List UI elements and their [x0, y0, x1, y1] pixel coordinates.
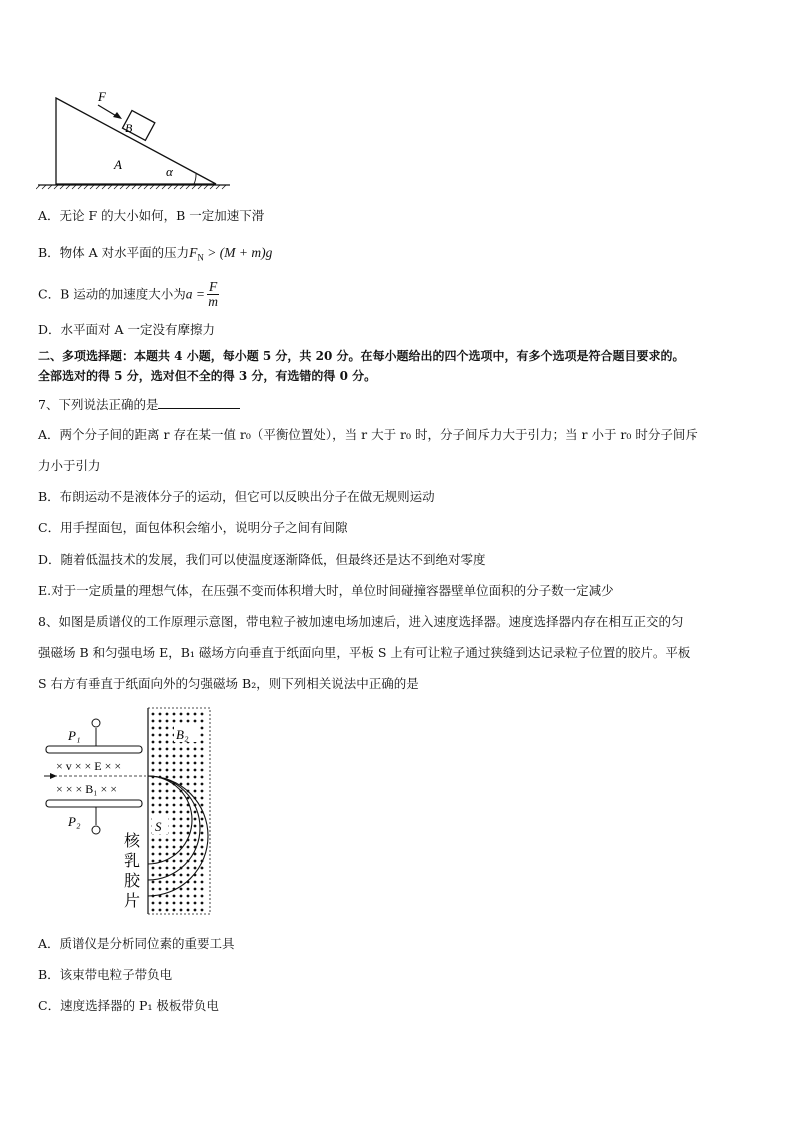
q6-option-b-math: $F_N > (M + m)g$	[189, 245, 273, 263]
force-arrowhead	[113, 112, 122, 119]
q7-option-b: B．布朗运动不是液体分子的运动，但它可以反映出分子在做无规则运动	[38, 489, 435, 504]
beam-arrowhead	[50, 773, 57, 779]
label-a: A	[114, 157, 122, 172]
label-film-4: 片	[124, 891, 141, 910]
answer-blank	[158, 396, 240, 409]
q6-option-c-fraction: $\frac{F}{m}$	[208, 279, 218, 309]
q6-option-c	[38, 280, 219, 309]
q8-option-b: B．该束带电粒子带负电	[38, 967, 173, 982]
q8-stem-line1: 8、如图是质谱仪的工作原理示意图，带电粒子被加速电场加速后，进入速度选择器。速度选择器内存在相互正交的匀	[38, 614, 684, 629]
section2-line1: 二、多项选择题：本题共 4 小题，每小题 5 分，共 20 分。在每小题给出的四个选项中，有多个选项是符合题目要求的。	[38, 349, 685, 363]
q8-option-a: A．质谱仪是分析同位素的重要工具	[38, 936, 235, 951]
label-p2: P₂	[68, 814, 81, 829]
plate-p2	[46, 800, 142, 807]
label-alpha: α	[166, 164, 173, 179]
q7-option-c: C．用手捏面包，面包体积会缩小，说明分子之间有间隙	[38, 520, 348, 535]
label-p1: P₁	[68, 728, 81, 743]
section2-line2: 全部选对的得 5 分，选对但不全的得 3 分，有选错的得 0 分。	[38, 369, 377, 383]
label-s: S	[155, 819, 162, 834]
q7-option-e: E.对于一定质量的理想气体，在压强不变而体积增大时，单位时间碰撞容器壁单位面积的分子数一定减少	[38, 583, 614, 598]
mass-spectrometer-figure	[40, 706, 216, 918]
label-b2: B₂	[176, 727, 189, 742]
label-f: F	[98, 89, 106, 104]
label-film-3: 胶	[124, 871, 141, 890]
incline-figure	[36, 88, 236, 192]
q6-option-d: D．水平面对 A 一定没有摩擦力	[38, 322, 215, 337]
wedge-a	[56, 98, 216, 184]
label-film-2: 乳	[124, 851, 141, 870]
q7-stem: 7、下列说法正确的是	[38, 396, 240, 413]
q8-stem-line2: 强磁场 B 和匀强电场 E，B₁ 磁场方向垂直于纸面向里，平板 S 上有可让粒子通过狭缝到达记录粒子位置的胶片。平板	[38, 645, 691, 660]
q7-option-a-line2: 力小于引力	[38, 458, 101, 473]
q6-option-a: A．无论 F 的大小如何，B 一定加速下滑	[38, 208, 265, 223]
q7-option-d: D．随着低温技术的发展，我们可以使温度逐渐降低，但最终还是达不到绝对零度	[38, 552, 486, 567]
b2-field-dots	[152, 713, 204, 912]
label-row1: × v × × E × ×	[56, 759, 122, 773]
q6-option-c-text: C．B 运动的加速度大小为	[38, 286, 186, 302]
label-film-1: 核	[124, 831, 141, 850]
q6-option-c-math-lhs: a =	[185, 286, 205, 302]
q8-stem-line3: S 右方有垂直于纸面向外的匀强磁场 B₂，则下列相关说法中正确的是	[38, 676, 419, 691]
q6-option-b-text: B．物体 A 对水平面的压力	[38, 245, 190, 260]
label-b: B	[125, 121, 133, 135]
q8-option-c: C．速度选择器的 P₁ 极板带负电	[38, 998, 219, 1013]
q7-option-a-line1: A．两个分子间的距离 r 存在某一值 r₀（平衡位置处），当 r 大于 r₀ 时，分子间斥力大于引力；当 r 小于 r₀ 时分子间斥	[38, 427, 698, 442]
q6-option-b	[38, 245, 272, 266]
plate-p1	[46, 746, 142, 753]
label-row2: × × × B₁ × ×	[56, 782, 118, 796]
